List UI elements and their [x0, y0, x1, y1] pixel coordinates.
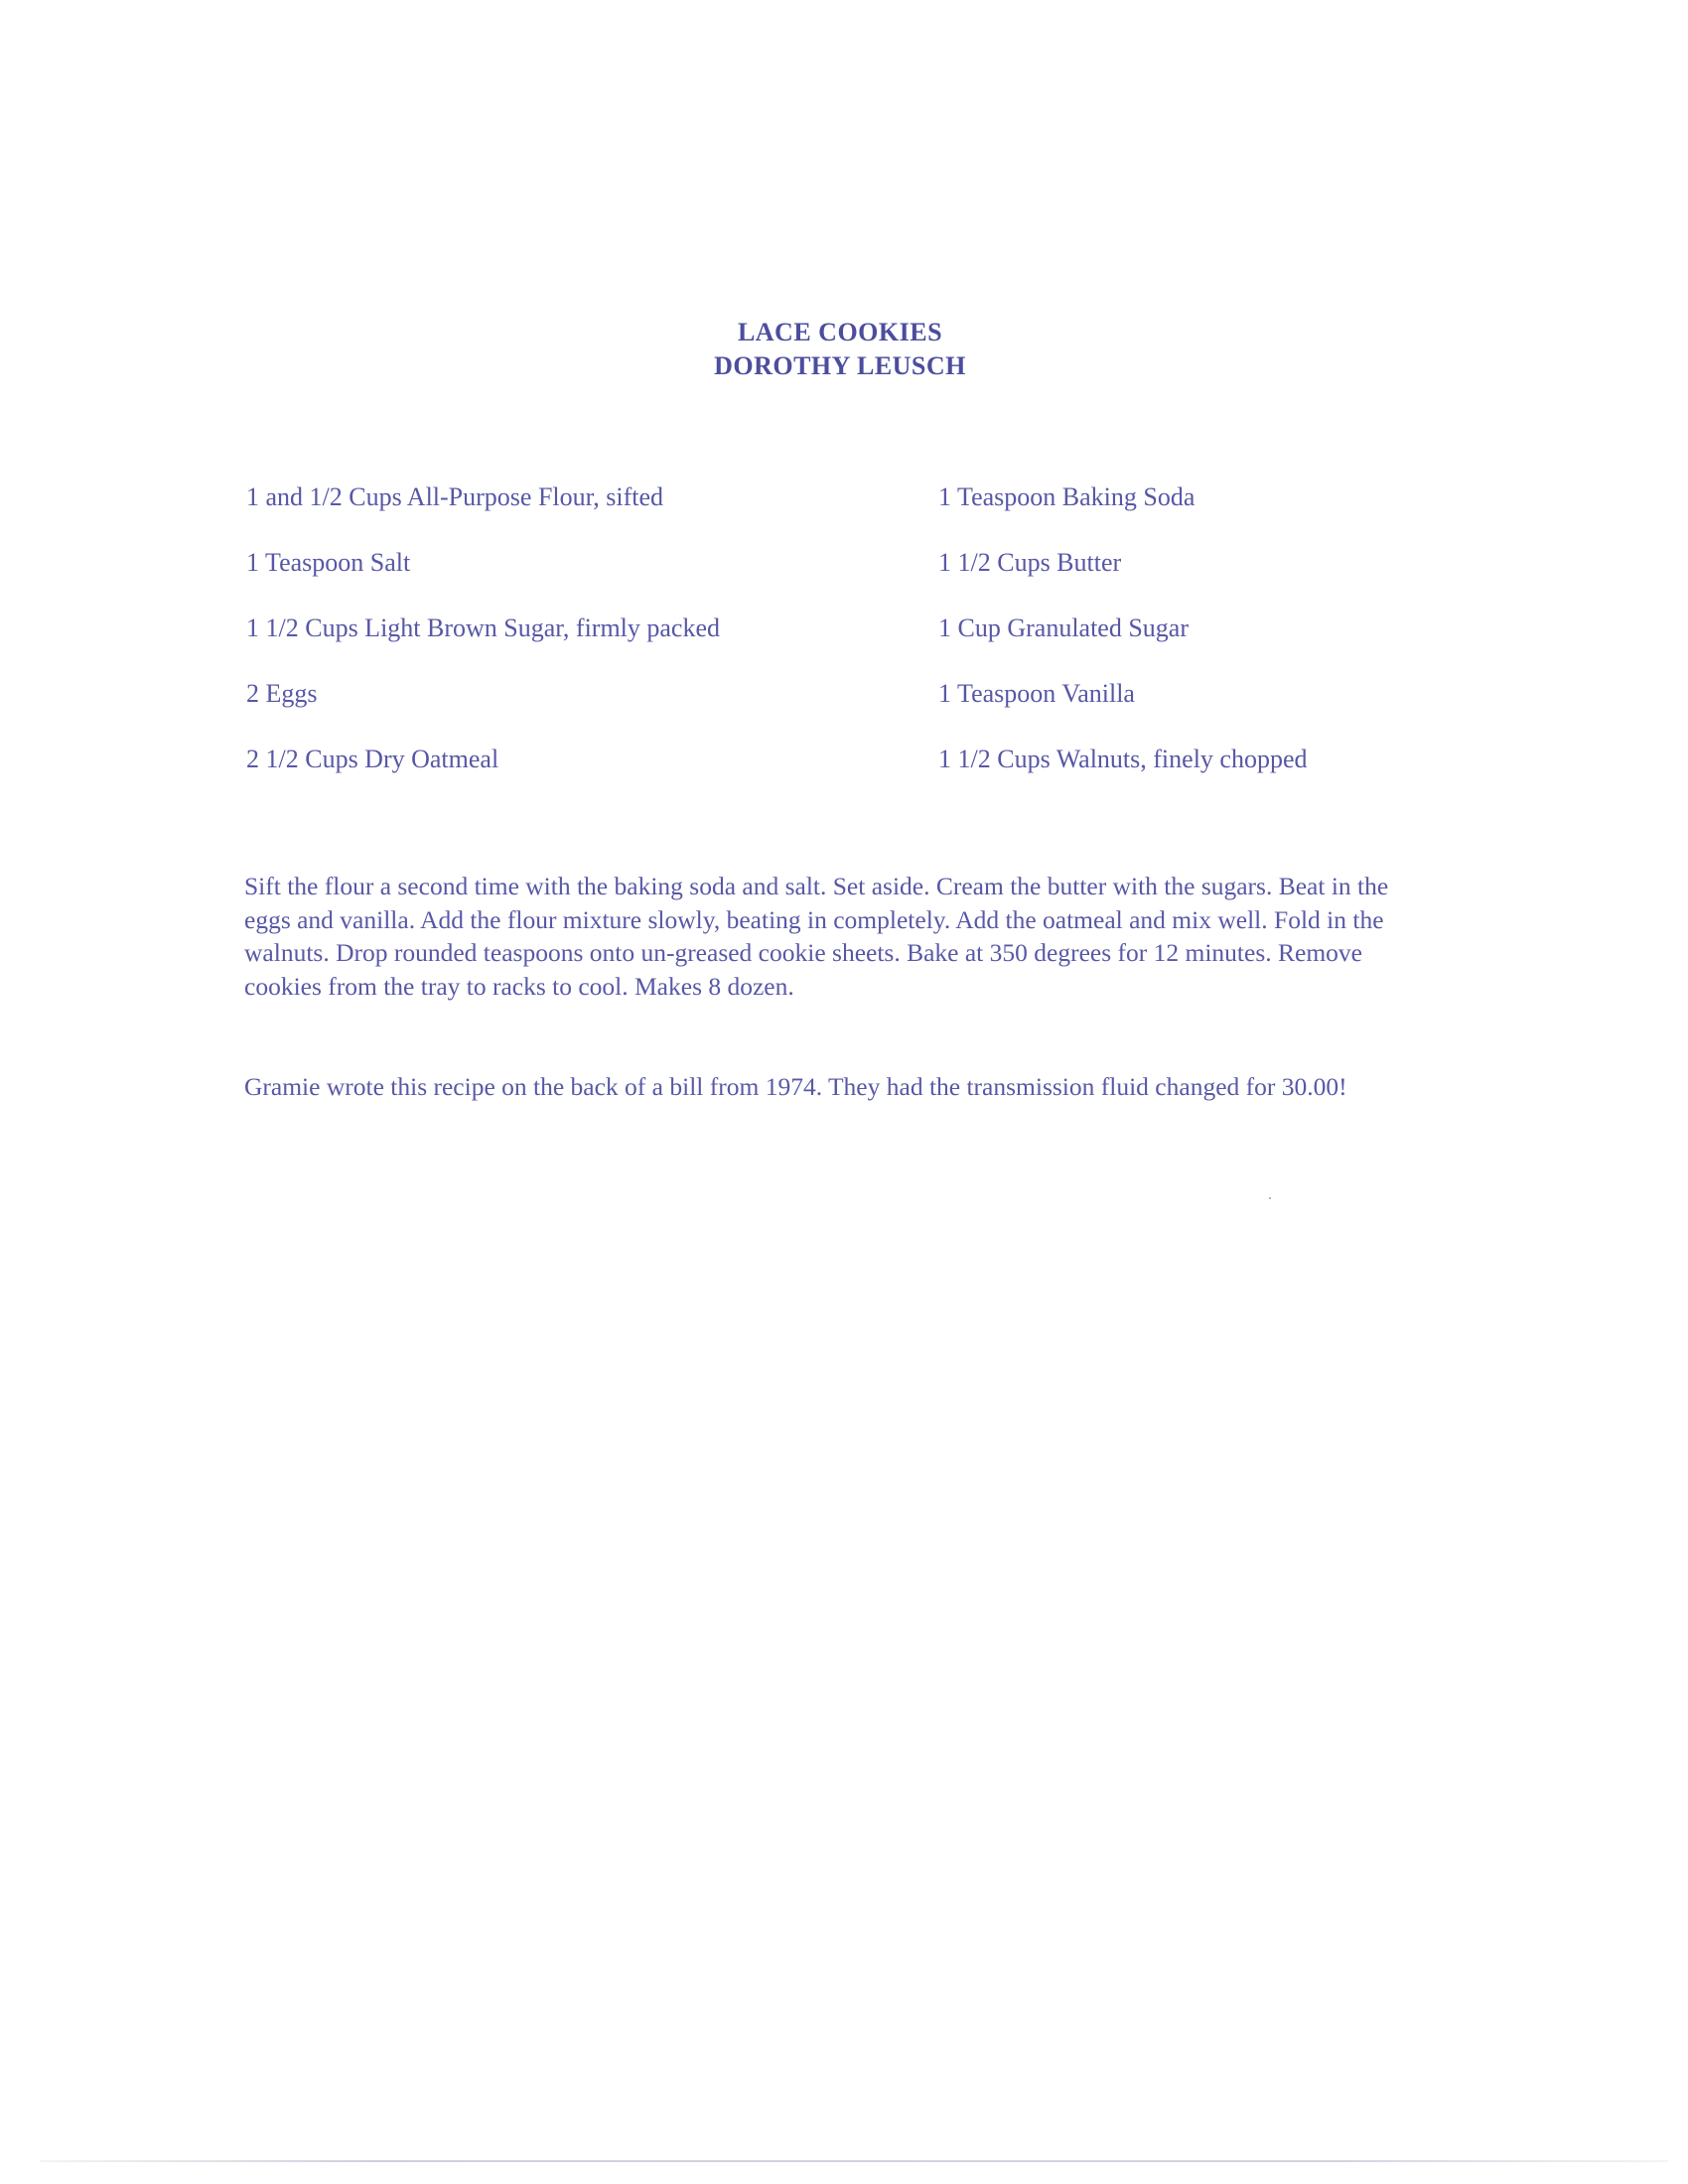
scan-bottom-edge	[40, 2160, 1668, 2162]
ingredient-right: 1 Cup Granulated Sugar	[938, 614, 1190, 642]
ingredient-row	[246, 740, 1438, 779]
ingredient-right: 1 Teaspoon Vanilla	[938, 679, 1135, 708]
ingredient-row	[246, 478, 1438, 517]
note-paragraph: Gramie wrote this recipe on the back of a bill from 1974. They had the transmission fluid changed for 30.00!	[244, 1072, 1347, 1101]
ingredient-left: 1 1/2 Cups Light Brown Sugar, firmly packed	[246, 614, 721, 642]
ingredient-left: 2 1/2 Cups Dry Oatmeal	[246, 745, 499, 773]
ingredient-right: 1 Teaspoon Baking Soda	[938, 482, 1196, 511]
ingredient-row	[246, 609, 1438, 648]
ingredient-right: 1 1/2 Cups Butter	[938, 548, 1122, 577]
ingredient-row	[246, 543, 1438, 583]
title-block	[0, 316, 1688, 383]
ingredient-left: 1 Teaspoon Salt	[246, 548, 411, 577]
ingredient-left: 2 Eggs	[246, 679, 318, 708]
scan-speck	[1269, 1197, 1271, 1199]
instructions-paragraph: Sift the flour a second time with the baking soda and salt. Set aside. Cream the butter with the sugars. Beat in the eggs and vanilla. Add the flour mixture slowly, beating in completely. Add the oatmeal and mix well. Fold in the walnuts. Drop rounded teaspoons onto un-greased cookie sheets. Bake at 350 degrees for 12 minutes. Remove cookies from the tray to racks to cool. Makes 8 dozen.	[244, 872, 1389, 1001]
ingredient-row	[246, 674, 1438, 714]
ingredient-right: 1 1/2 Cups Walnuts, finely chopped	[938, 745, 1308, 773]
recipe-author: DOROTHY LEUSCH	[714, 351, 966, 380]
recipe-title: LACE COOKIES	[737, 318, 943, 346]
ingredient-left: 1 and 1/2 Cups All-Purpose Flour, sifted	[246, 482, 664, 511]
